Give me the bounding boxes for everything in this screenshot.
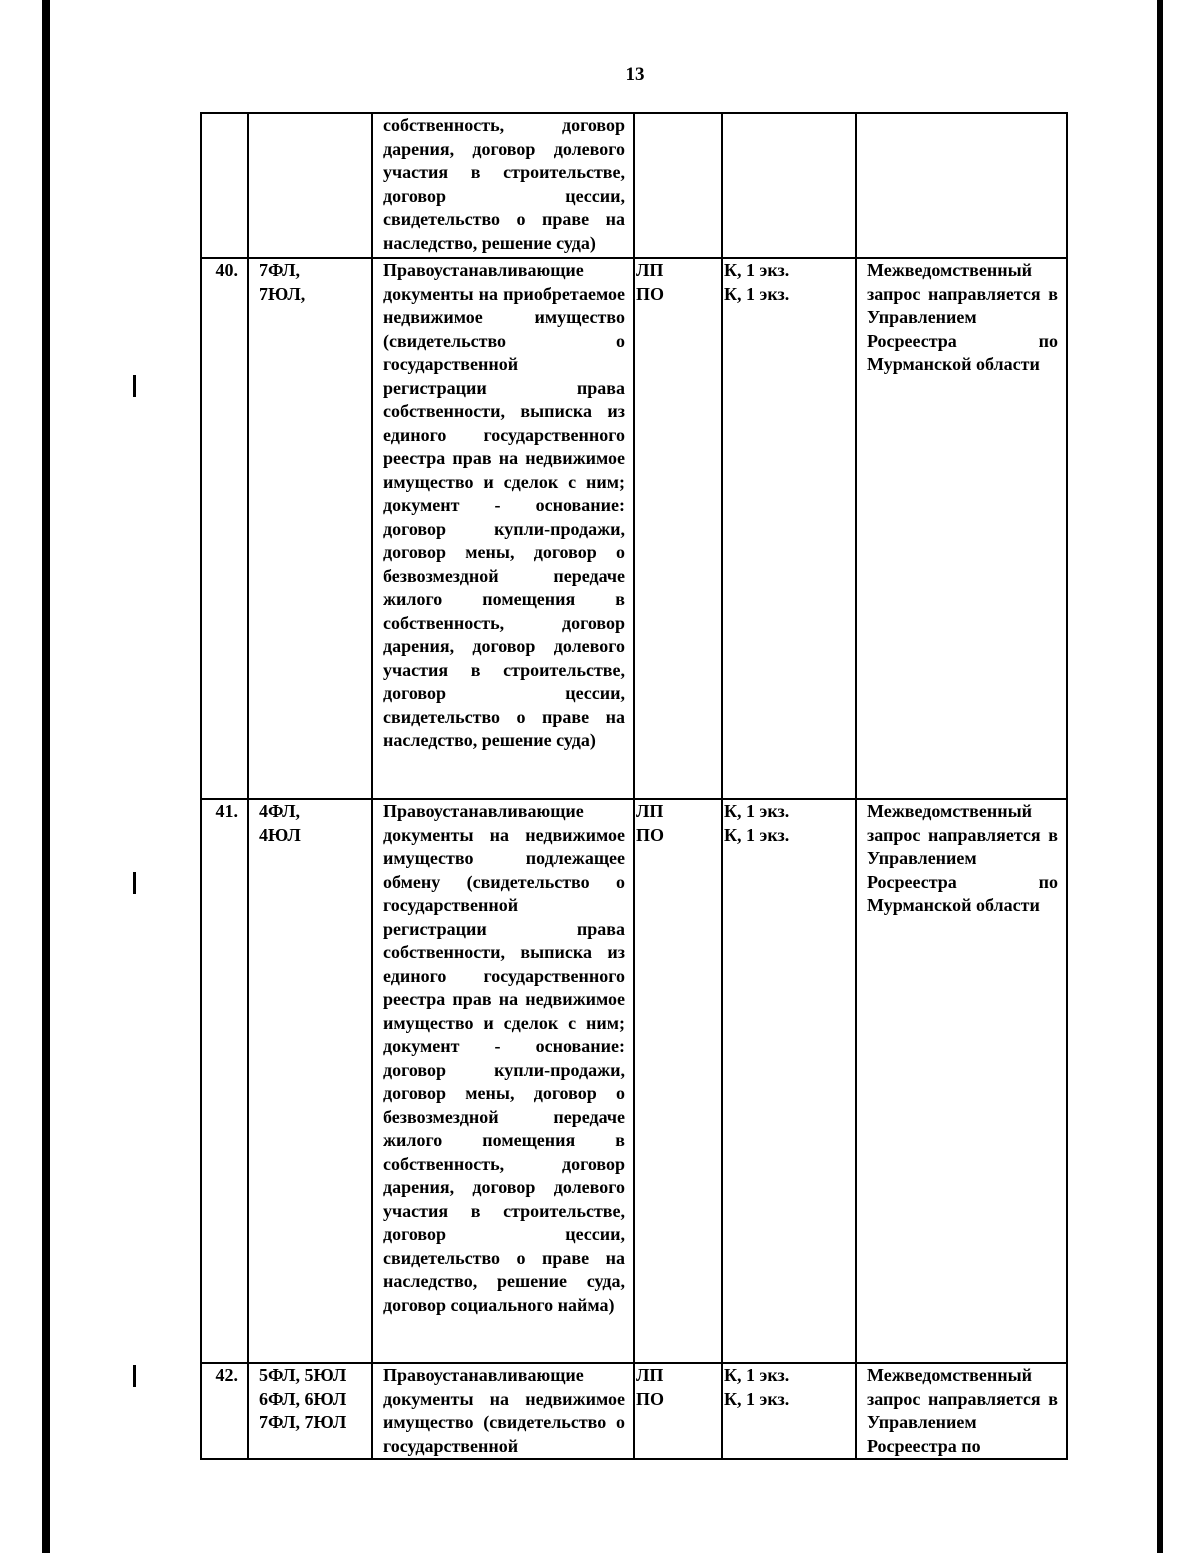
- scan-mark: [133, 872, 136, 894]
- applicant-code: 7ФЛ, 7ЮЛ: [259, 1412, 347, 1432]
- row-number: 40.: [201, 258, 248, 799]
- table-row: [201, 113, 1067, 258]
- quantity-value: К, 1 экз.: [724, 260, 790, 280]
- row-number: 41.: [201, 799, 248, 1363]
- document-quantity: [722, 113, 856, 258]
- form-code: ПО: [636, 1388, 665, 1409]
- table-row: [201, 258, 1067, 799]
- document-description: Правоустанавливающие документы на недвижимое имущество (свидетельство о государственной: [372, 1363, 634, 1459]
- quantity-value: К, 1 экз.: [724, 1388, 790, 1409]
- applicant-codes: [248, 799, 372, 1363]
- form-code: ПО: [636, 283, 665, 304]
- scan-edge-right: [1157, 0, 1163, 1553]
- applicant-code: 6ФЛ, 6ЮЛ: [259, 1388, 347, 1409]
- form-code: ЛП: [636, 260, 664, 280]
- page-number: 13: [625, 64, 645, 85]
- document-form: [634, 113, 722, 258]
- document-quantity: [722, 799, 856, 1363]
- applicant-code: 4ФЛ,: [259, 801, 301, 821]
- form-code: ЛП: [636, 1365, 664, 1385]
- applicant-code: 5ФЛ, 5ЮЛ: [259, 1365, 347, 1385]
- scan-mark: [133, 375, 136, 397]
- form-code: ПО: [636, 824, 665, 845]
- applicant-codes: [248, 258, 372, 799]
- document-form: [634, 1363, 722, 1459]
- quantity-value: К, 1 экз.: [724, 824, 790, 845]
- applicant-codes: [248, 113, 372, 258]
- applicant-code: 4ЮЛ: [259, 824, 301, 845]
- document-description: собственность, договор дарения, договор долевого участия в строительстве, договор цессии, свидетельство о праве на наследство, решение суда): [372, 113, 634, 258]
- quantity-value: К, 1 экз.: [724, 801, 790, 821]
- request-note: Межведомственный запрос направляется в Управлением Росреестра по: [856, 1363, 1067, 1459]
- applicant-code: 7ФЛ,: [259, 260, 301, 280]
- document-description: Правоустанавливающие документы на недвижимое имущество подлежащее обмену (свидетельство о государственной регистрации права собственности, выписка из единого государственного реестра прав на недвижимое имущество и сделок с ним; документ - основание: договор купли-продажи, договор мены, договор о безвозмездной передаче жилого помещения в собственность, договор дарения, договор долевого участия в строительстве, договор цессии, свидетельство о праве на наследство, решение суда, договор социального найма): [372, 799, 634, 1363]
- quantity-value: К, 1 экз.: [724, 283, 790, 304]
- request-note: Межведомственный запрос направляется в Управлением Росреестра по Мурманской области: [856, 799, 1067, 1363]
- table-row: [201, 799, 1067, 1363]
- request-note: Межведомственный запрос направляется в Управлением Росреестра по Мурманской области: [856, 258, 1067, 799]
- quantity-value: К, 1 экз.: [724, 1365, 790, 1385]
- document-form: [634, 258, 722, 799]
- form-code: ЛП: [636, 801, 664, 821]
- document-quantity: [722, 1363, 856, 1459]
- scan-edge-left: [42, 0, 50, 1553]
- document-form: [634, 799, 722, 1363]
- request-note: [856, 113, 1067, 258]
- applicant-codes: [248, 1363, 372, 1459]
- scan-mark: [133, 1365, 136, 1387]
- row-number: 42.: [201, 1363, 248, 1459]
- row-number: [201, 113, 248, 258]
- document-quantity: [722, 258, 856, 799]
- document-description: Правоустанавливающие документы на приобретаемое недвижимое имущество (свидетельство о государственной регистрации права собственности, выписка из единого государственного реестра прав на недвижимое имущество и сделок с ним; документ - основание: договор купли-продажи, договор мены, договор о безвозмездной передаче жилого помещения в собственность, договор дарения, договор долевого участия в строительстве, договор цессии, свидетельство о праве на наследство, решение суда): [372, 258, 634, 799]
- documents-table: [200, 112, 1068, 1460]
- table-row: [201, 1363, 1067, 1459]
- applicant-code: 7ЮЛ,: [259, 283, 306, 304]
